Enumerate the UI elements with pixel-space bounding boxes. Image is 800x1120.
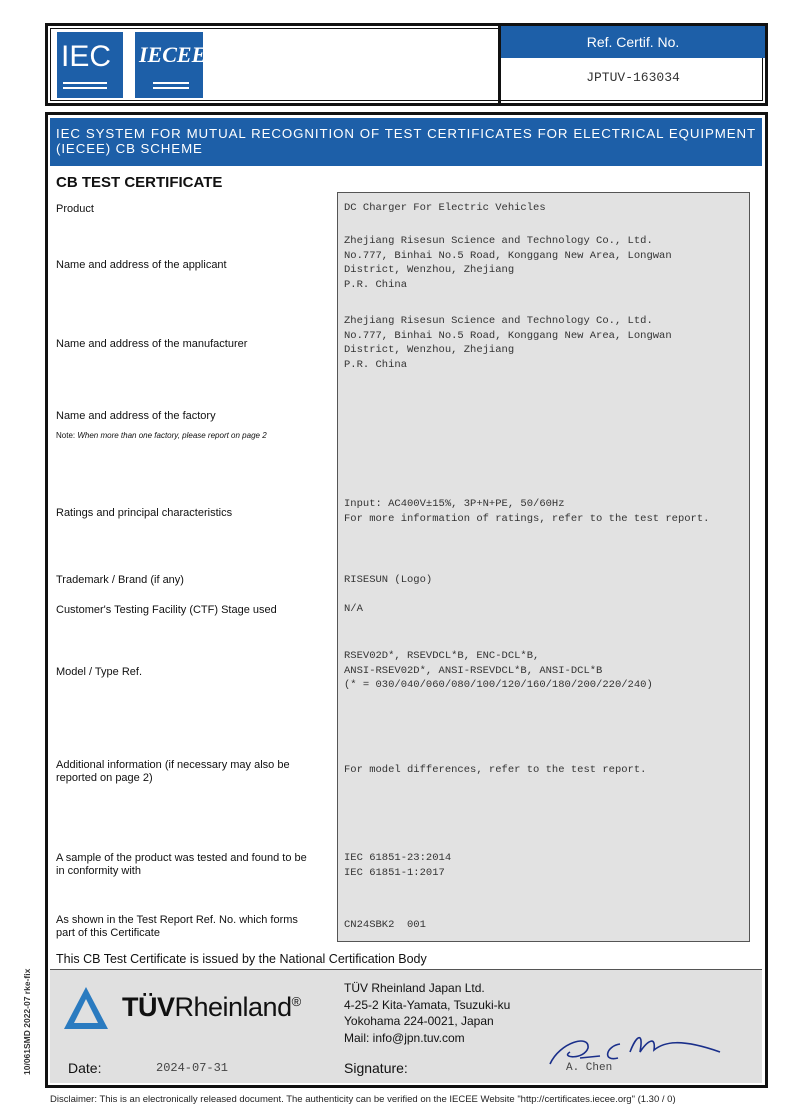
label-model: Model / Type Ref.	[56, 666, 143, 678]
tuv-triangle-icon	[62, 985, 110, 1031]
label-manufacturer: Name and address of the manufacturer	[56, 338, 248, 350]
label-additional: Additional information (if necessary may also be reported on page 2)	[56, 759, 290, 784]
scheme-banner: IEC SYSTEM FOR MUTUAL RECOGNITION OF TEST CERTIFICATES FOR ELECTRICAL EQUIPMENT (IECEE) CB SCHEME	[50, 118, 762, 166]
signatory-name: A. Chen	[566, 1062, 613, 1074]
tuv-logo	[62, 985, 110, 1036]
ref-certificate	[498, 26, 765, 103]
value-ctf: N/A	[344, 603, 363, 615]
label-product: Product	[56, 203, 94, 215]
value-model: RSEV02D*, RSEVDCL*B, ENC-DCL*B, ANSI-RSEV02D*, ANSI-RSEVDCL*B, ANSI-DCL*B (* = 030/040/060/080/100/120/160/180/200/220/240)	[344, 650, 653, 691]
value-product: DC Charger For Electric Vehicles	[344, 202, 546, 214]
tuv-wordmark: TÜVRheinland®	[122, 992, 301, 1022]
iecee-logo: IECEE	[135, 32, 203, 98]
signature-label: Signature:	[344, 1060, 408, 1076]
label-test-report: As shown in the Test Report Ref. No. which forms part of this Certificate	[56, 914, 298, 939]
value-additional: For model differences, refer to the test report.	[344, 764, 647, 776]
form-code: 10/061SMD 2022-07 rke-fix	[22, 968, 32, 1075]
value-test-report: CN24SBK2 001	[344, 919, 426, 931]
header-box	[45, 23, 768, 106]
date-value: 2024-07-31	[156, 1061, 229, 1075]
label-conformity: A sample of the product was tested and found to be in conformity with	[56, 852, 307, 877]
value-conformity: IEC 61851-23:2014 IEC 61851-1:2017	[344, 852, 452, 879]
label-ratings: Ratings and principal characteristics	[56, 507, 233, 519]
value-trademark: RISESUN (Logo)	[344, 574, 433, 586]
body-address: TÜV Rheinland Japan Ltd. 4-25-2 Kita-Yamata, Tsuzuki-ku Yokohama 224-0021, Japan Mail: info@jpn.tuv.com	[344, 981, 511, 1045]
label-applicant: Name and address of the applicant	[56, 259, 227, 271]
factory-note: Note: When more than one factory, please report on page 2	[56, 431, 267, 440]
ref-label: Ref. Certif. No.	[501, 26, 765, 58]
values-panel	[337, 192, 750, 942]
date-label: Date:	[68, 1060, 102, 1076]
value-ratings: Input: AC400V±15%, 3P+N+PE, 50/60Hz For more information of ratings, refer to the test report.	[344, 498, 710, 525]
ref-value: JPTUV-163034	[586, 70, 680, 85]
issued-by: This CB Test Certificate is issued by the National Certification Body	[56, 952, 427, 966]
label-factory: Name and address of the factory	[56, 410, 216, 422]
page-title: CB TEST CERTIFICATE	[56, 174, 223, 191]
value-manufacturer: Zhejiang Risesun Science and Technology Co., Ltd. No.777, Binhai No.5 Road, Konggang New Area, Longwan District, Wenzhou, Zhejiang P.R. China	[344, 315, 672, 371]
disclaimer: Disclaimer: This is an electronically released document. The authenticity can be verified on the IECEE Website "http://certificates.iecee.org" (1.30 / 0)	[50, 1094, 676, 1105]
label-trademark: Trademark / Brand (if any)	[56, 574, 184, 586]
iec-logo: IEC	[57, 32, 123, 98]
label-ctf: Customer's Testing Facility (CTF) Stage used	[56, 604, 277, 616]
value-applicant: Zhejiang Risesun Science and Technology Co., Ltd. No.777, Binhai No.5 Road, Konggang New Area, Longwan District, Wenzhou, Zhejiang P.R. China	[344, 235, 672, 291]
